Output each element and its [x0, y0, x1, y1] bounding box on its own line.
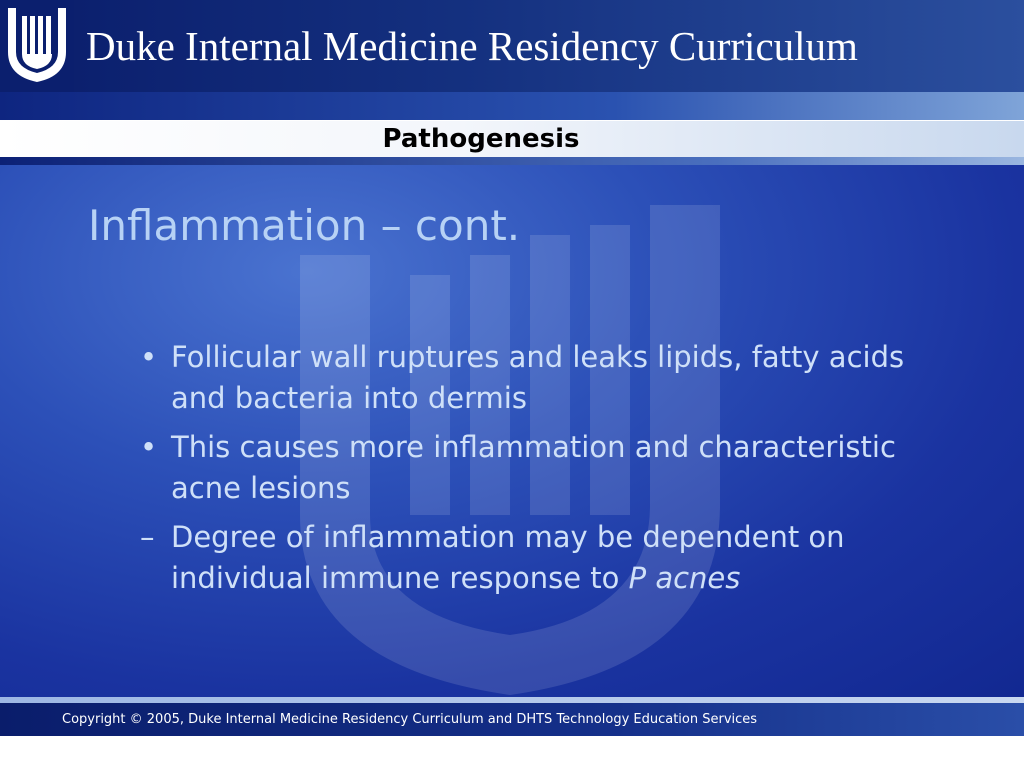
list-item: [140, 517, 960, 599]
bullet-italic-text: P acnes: [628, 561, 741, 595]
list-item: [140, 337, 960, 419]
header-bar: [0, 0, 1024, 92]
section-bar: [0, 121, 1024, 157]
duke-shield-icon: [0, 0, 74, 92]
dash-marker: –: [140, 520, 155, 554]
divider-stripe: [0, 157, 1024, 165]
bullet-marker: •: [140, 430, 158, 464]
copyright-text: Copyright © 2005, Duke Internal Medicine Residency Curriculum and DHTS Technology Education Services: [62, 712, 758, 727]
bullet-list: [140, 337, 960, 607]
slide-body: [0, 165, 1024, 697]
bullet-text: This causes more inflammation and characteristic acne lesions: [171, 430, 896, 505]
list-item: [140, 427, 960, 509]
bullet-marker: •: [140, 340, 158, 374]
bullet-text: Degree of inflammation may be dependent on individual immune response to: [171, 520, 845, 595]
section-title: Pathogenesis: [382, 124, 580, 154]
header-stripe: [0, 92, 1024, 120]
footer-bar: [0, 703, 1024, 736]
header-title: Duke Internal Medicine Residency Curriculum: [86, 23, 858, 69]
slide-heading: Inflammation – cont.: [88, 201, 521, 250]
bullet-text: Follicular wall ruptures and leaks lipids, fatty acids and bacteria into dermis: [171, 340, 905, 415]
